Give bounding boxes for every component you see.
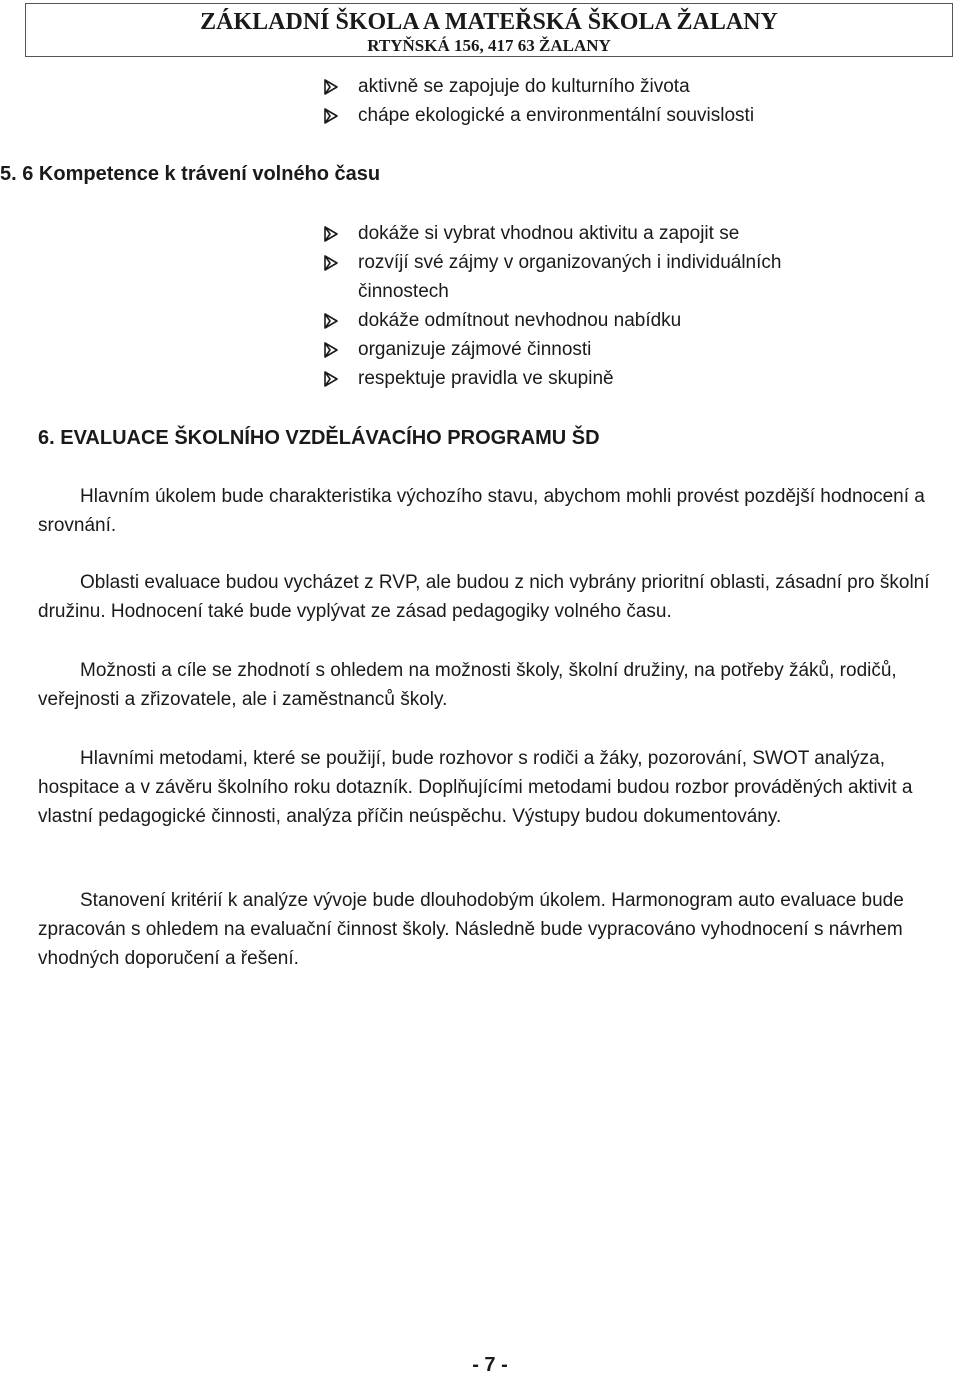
list-item: dokáže si vybrat vhodnou aktivitu a zapojit se <box>322 219 842 248</box>
top-bullet-list <box>322 72 754 130</box>
paragraph: Možnosti a cíle se zhodnotí s ohledem na možnosti školy, školní družiny, na potřeby žáků, rodičů, veřejnosti a zřizovatele, ale i zaměstnanců školy. <box>38 660 897 710</box>
arrow-bullet-icon <box>322 219 342 248</box>
section-heading-5-6: 5. 6 Kompetence k trávení volného času <box>0 163 381 185</box>
school-name: ZÁKLADNÍ ŠKOLA A MATEŘSKÁ ŠKOLA ŽALANY <box>200 9 778 35</box>
school-address: RTYŇSKÁ 156, 417 63 ŽALANY <box>367 36 611 55</box>
arrow-bullet-icon <box>322 335 342 364</box>
list-item: dokáže odmítnout nevhodnou nabídku <box>322 306 842 335</box>
list-item: respektuje pravidla ve skupině <box>322 364 842 393</box>
arrow-bullet-icon <box>322 72 342 101</box>
list-item: aktivně se zapojuje do kulturního života <box>322 72 754 101</box>
paragraph: Stanovení kritérií k analýze vývoje bude dlouhodobým úkolem. Harmonogram auto evaluace bude zpracován s ohledem na evaluační činnost školy. Následně bude vypracováno vyhodnocení s návrhem vhodných doporučení a řešení. <box>38 890 904 969</box>
paragraph: Hlavním úkolem bude charakteristika výchozího stavu, abychom mohli provést pozdější hodnocení a srovnání. <box>38 486 925 536</box>
page-header <box>25 3 953 57</box>
paragraph: Hlavními metodami, které se použijí, bude rozhovor s rodiči a žáky, pozorování, SWOT analýza, hospitace a v závěru školního roku dotazník. Doplňujícími metodami budou rozbor prováděných aktivit a vlastní pedagogické činnosti, analýza příčin neúspěchu. Výstupy budou dokumentovány. <box>38 748 913 827</box>
list-item: rozvíjí své zájmy v organizovaných i individuálních činnostech <box>322 248 842 306</box>
leisure-bullet-list <box>322 219 842 393</box>
section-heading-6: 6. EVALUACE ŠKOLNÍHO VZDĚLÁVACÍHO PROGRAMU ŠD <box>38 427 600 449</box>
arrow-bullet-icon <box>322 306 342 335</box>
list-item: organizuje zájmové činnosti <box>322 335 842 364</box>
list-item: chápe ekologické a environmentální souvislosti <box>322 101 754 130</box>
arrow-bullet-icon <box>322 248 342 277</box>
arrow-bullet-icon <box>322 101 342 130</box>
paragraph: Oblasti evaluace budou vycházet z RVP, ale budou z nich vybrány prioritní oblasti, zásadní pro školní družinu. Hodnocení také bude vyplývat ze zásad pedagogiky volného času. <box>38 572 930 622</box>
arrow-bullet-icon <box>322 364 342 393</box>
page-number: - 7 - <box>472 1354 508 1376</box>
